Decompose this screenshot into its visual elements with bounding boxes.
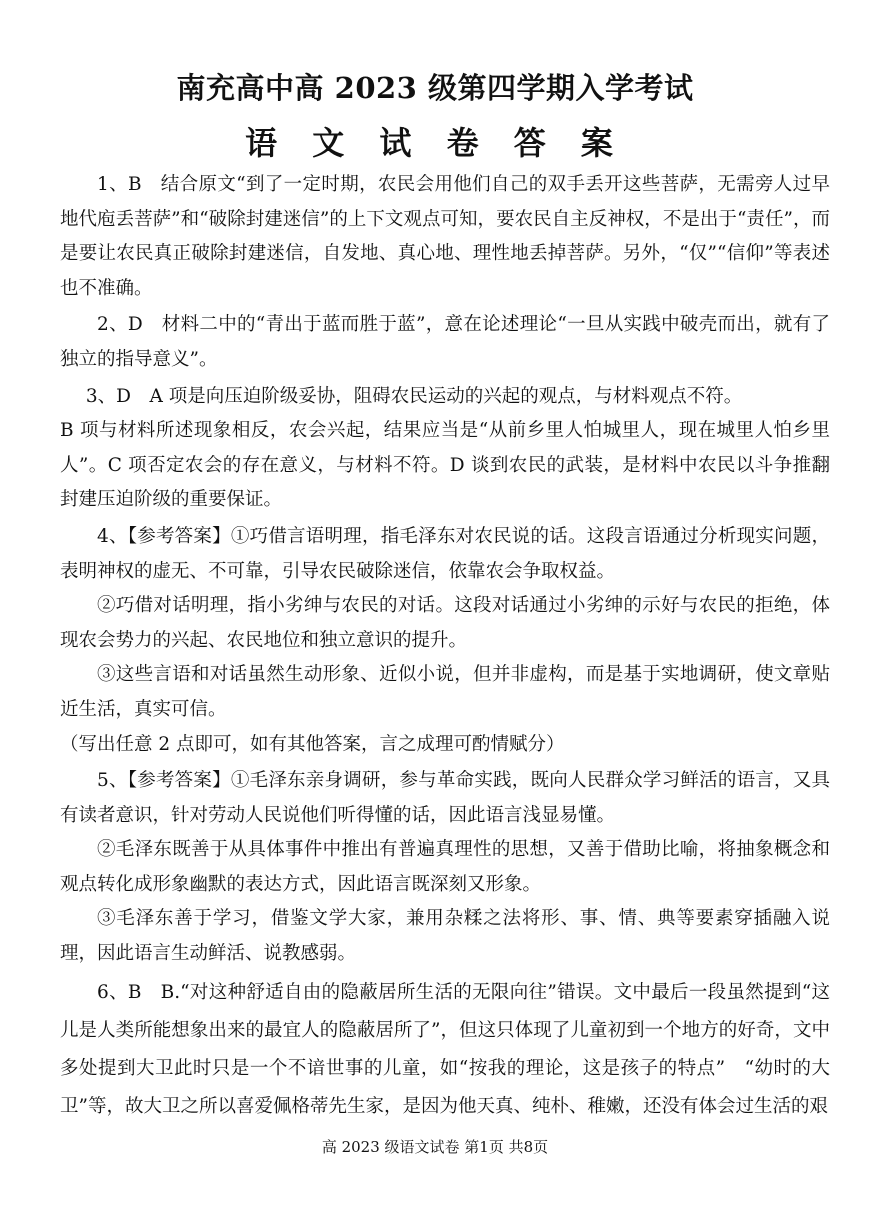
answer-5-point-1: 5、【参考答案】①毛泽东亲身调研，参与革命实践，既向人民群众学习鲜活的语言，又具有读者意识，针对劳动人民说他们听得懂的话，因此语言浅显易懂。 xyxy=(60,770,830,826)
answer-4-point-1: 4、【参考答案】①巧借言语明理，指毛泽东对农民说的话。这段言语通过分析现实问题，表明神权的虚无、不可靠，引导农民破除迷信，依靠农会争取权益。 xyxy=(60,525,830,582)
answer-5-point-3: ③毛泽东善于学习，借鉴文学大家，兼用杂糅之法将形、事、情、典等要素穿插融入说理，因此语言生动鲜活、说教感弱。 xyxy=(60,908,830,965)
answer-6: 6、B B.“对这种舒适自由的隐蔽居所生活的无限向往”错误。文中最后一段虽然提到“这儿是人类所能想象出来的最宜人的隐蔽居所了”，但这只体现了儿童初到一个地方的好奇，文中多处提到大卫此时只是一个不谙世事的儿童，如“按我的理论，这是孩子的特点” “幼时的大卫”等，故大卫之所以喜爱佩格蒂先生家，是因为他天真、纯朴、稚嫩，还没有体会过生活的艰 xyxy=(60,981,830,1117)
answer-1: 1、B 结合原文“到了一定时期，农民会用他们自己的双手丢开这些菩萨，无需旁人过早地代庖丢菩萨”和“破除封建迷信”的上下文观点可知，要农民自主反神权，不是出于“责任”，而是要让农民真正破除封建迷信，自发地、真心地、理性地丢掉菩萨。另外，“仅”“信仰”等表述也不准确。 xyxy=(60,174,830,299)
answer-4-scoring-note: （写出任意 2 点即可，如有其他答案，言之成理可酌情赋分） xyxy=(60,733,565,755)
answer-body xyxy=(60,168,830,1126)
answer-key-heading: 语 文 试 卷 答 案 xyxy=(245,124,625,162)
answer-4-point-2: ②巧借对话明理，指小劣绅与农民的对话。这段对话通过小劣绅的示好与农民的拒绝，体现农会势力的兴起、农民地位和独立意识的提升。 xyxy=(60,595,830,651)
page-footer: 高 2023 级语文试卷 第1页 共8页 xyxy=(321,1138,549,1156)
answer-3-continued: B 项与材料所述现象相反，农会兴起，结果应当是“从前乡里人怕城里人，现在城里人怕乡里人”。C 项否定农会的存在意义，与材料不符。D 谈到农民的武装，是材料中农民以斗争推翻封建压迫阶级的重要保证。 xyxy=(60,420,830,511)
exam-title: 南充高中高 2023 级第四学期入学考试 xyxy=(176,71,694,105)
answer-3: 3、D A 项是向压迫阶级妥协，阻碍农民运动的兴起的观点，与材料观点不符。 xyxy=(85,385,743,407)
answer-4-point-3: ③这些言语和对话虽然生动形象、近似小说，但并非虚构，而是基于实地调研，使文章贴近生活，真实可信。 xyxy=(60,664,830,720)
answer-2: 2、D 材料二中的“青出于蓝而胜于蓝”，意在论述理论“一旦从实践中破壳而出，就有了独立的指导意义”。 xyxy=(60,314,830,370)
answer-5-point-2: ②毛泽东既善于从具体事件中推出有普遍真理性的思想，又善于借助比喻，将抽象概念和观点转化成形象幽默的表达方式，因此语言既深刻又形象。 xyxy=(60,839,830,895)
